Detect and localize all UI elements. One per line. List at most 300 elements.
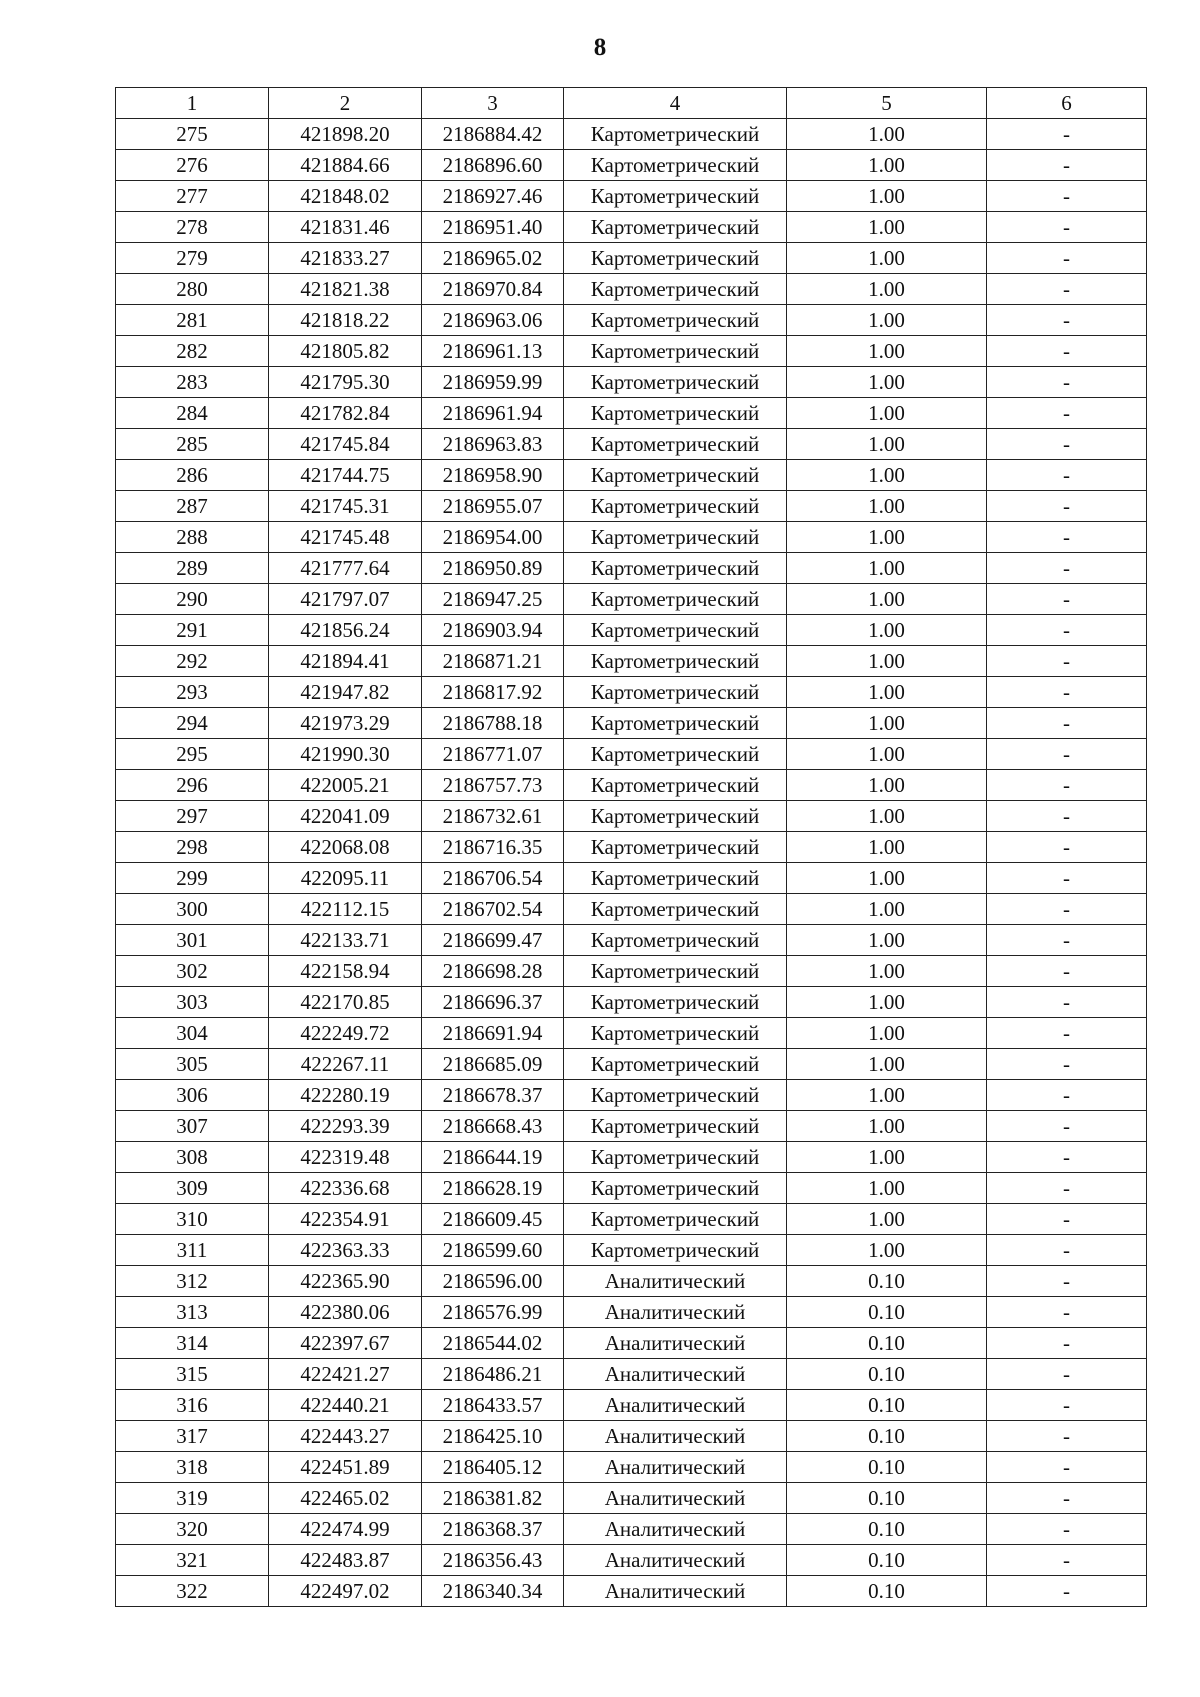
cell-point-number: 298	[116, 832, 269, 863]
table-row	[116, 894, 1147, 925]
cell-y-coordinate: 2186685.09	[422, 1049, 564, 1080]
cell-note: -	[987, 1545, 1147, 1576]
cell-y-coordinate: 2186963.06	[422, 305, 564, 336]
cell-note: -	[987, 863, 1147, 894]
cell-point-number: 308	[116, 1142, 269, 1173]
cell-point-number: 319	[116, 1483, 269, 1514]
cell-note: -	[987, 1266, 1147, 1297]
cell-accuracy: 1.00	[787, 739, 987, 770]
cell-note: -	[987, 150, 1147, 181]
cell-point-number: 313	[116, 1297, 269, 1328]
cell-x-coordinate: 422483.87	[269, 1545, 422, 1576]
cell-point-number: 312	[116, 1266, 269, 1297]
cell-accuracy: 1.00	[787, 336, 987, 367]
cell-y-coordinate: 2186947.25	[422, 584, 564, 615]
cell-x-coordinate: 421821.38	[269, 274, 422, 305]
cell-x-coordinate: 422397.67	[269, 1328, 422, 1359]
cell-accuracy: 1.00	[787, 894, 987, 925]
cell-note: -	[987, 1080, 1147, 1111]
table-row	[116, 212, 1147, 243]
cell-accuracy: 1.00	[787, 181, 987, 212]
cell-y-coordinate: 2186691.94	[422, 1018, 564, 1049]
cell-method: Картометрический	[564, 1142, 787, 1173]
cell-y-coordinate: 2186699.47	[422, 925, 564, 956]
cell-x-coordinate: 422451.89	[269, 1452, 422, 1483]
cell-x-coordinate: 422249.72	[269, 1018, 422, 1049]
table-row	[116, 150, 1147, 181]
cell-point-number: 279	[116, 243, 269, 274]
cell-point-number: 276	[116, 150, 269, 181]
cell-accuracy: 0.10	[787, 1514, 987, 1545]
cell-point-number: 302	[116, 956, 269, 987]
table-row	[116, 987, 1147, 1018]
cell-note: -	[987, 615, 1147, 646]
cell-note: -	[987, 243, 1147, 274]
cell-method: Картометрический	[564, 553, 787, 584]
table-row	[116, 1049, 1147, 1080]
cell-accuracy: 1.00	[787, 708, 987, 739]
cell-x-coordinate: 421833.27	[269, 243, 422, 274]
cell-point-number: 280	[116, 274, 269, 305]
cell-method: Картометрический	[564, 305, 787, 336]
cell-accuracy: 1.00	[787, 956, 987, 987]
cell-x-coordinate: 421805.82	[269, 336, 422, 367]
cell-y-coordinate: 2186950.89	[422, 553, 564, 584]
cell-x-coordinate: 421745.48	[269, 522, 422, 553]
cell-method: Картометрический	[564, 770, 787, 801]
table-row	[116, 398, 1147, 429]
cell-y-coordinate: 2186965.02	[422, 243, 564, 274]
table-row	[116, 1080, 1147, 1111]
cell-accuracy: 1.00	[787, 491, 987, 522]
cell-point-number: 281	[116, 305, 269, 336]
cell-x-coordinate: 421848.02	[269, 181, 422, 212]
cell-accuracy: 1.00	[787, 243, 987, 274]
table-row	[116, 522, 1147, 553]
table-row	[116, 615, 1147, 646]
cell-note: -	[987, 708, 1147, 739]
table-row	[116, 336, 1147, 367]
cell-x-coordinate: 421947.82	[269, 677, 422, 708]
table-row	[116, 832, 1147, 863]
table-row	[116, 491, 1147, 522]
table-row	[116, 1297, 1147, 1328]
cell-accuracy: 1.00	[787, 584, 987, 615]
cell-x-coordinate: 422365.90	[269, 1266, 422, 1297]
cell-note: -	[987, 274, 1147, 305]
cell-point-number: 283	[116, 367, 269, 398]
cell-method: Аналитический	[564, 1545, 787, 1576]
table-row	[116, 925, 1147, 956]
cell-method: Аналитический	[564, 1514, 787, 1545]
cell-point-number: 286	[116, 460, 269, 491]
table-row	[116, 1266, 1147, 1297]
table-row	[116, 770, 1147, 801]
cell-x-coordinate: 421884.66	[269, 150, 422, 181]
cell-method: Картометрический	[564, 119, 787, 150]
cell-x-coordinate: 422421.27	[269, 1359, 422, 1390]
cell-x-coordinate: 421797.07	[269, 584, 422, 615]
cell-point-number: 291	[116, 615, 269, 646]
cell-method: Картометрический	[564, 181, 787, 212]
cell-y-coordinate: 2186958.90	[422, 460, 564, 491]
cell-method: Картометрический	[564, 1111, 787, 1142]
table-row	[116, 181, 1147, 212]
table-row	[116, 1235, 1147, 1266]
table-row	[116, 646, 1147, 677]
cell-accuracy: 1.00	[787, 429, 987, 460]
cell-point-number: 317	[116, 1421, 269, 1452]
cell-note: -	[987, 181, 1147, 212]
cell-method: Аналитический	[564, 1390, 787, 1421]
cell-accuracy: 1.00	[787, 1111, 987, 1142]
cell-x-coordinate: 422293.39	[269, 1111, 422, 1142]
cell-point-number: 321	[116, 1545, 269, 1576]
cell-accuracy: 1.00	[787, 460, 987, 491]
cell-point-number: 285	[116, 429, 269, 460]
cell-point-number: 289	[116, 553, 269, 584]
cell-accuracy: 1.00	[787, 987, 987, 1018]
cell-accuracy: 1.00	[787, 863, 987, 894]
cell-note: -	[987, 646, 1147, 677]
cell-accuracy: 1.00	[787, 615, 987, 646]
cell-y-coordinate: 2186954.00	[422, 522, 564, 553]
cell-note: -	[987, 460, 1147, 491]
cell-point-number: 320	[116, 1514, 269, 1545]
cell-x-coordinate: 421856.24	[269, 615, 422, 646]
cell-point-number: 284	[116, 398, 269, 429]
cell-accuracy: 1.00	[787, 150, 987, 181]
cell-point-number: 315	[116, 1359, 269, 1390]
cell-note: -	[987, 1297, 1147, 1328]
cell-y-coordinate: 2186544.02	[422, 1328, 564, 1359]
table-row	[116, 1390, 1147, 1421]
cell-note: -	[987, 739, 1147, 770]
cell-y-coordinate: 2186896.60	[422, 150, 564, 181]
cell-y-coordinate: 2186884.42	[422, 119, 564, 150]
cell-point-number: 310	[116, 1204, 269, 1235]
cell-point-number: 316	[116, 1390, 269, 1421]
cell-note: -	[987, 212, 1147, 243]
cell-y-coordinate: 2186871.21	[422, 646, 564, 677]
cell-note: -	[987, 987, 1147, 1018]
cell-note: -	[987, 305, 1147, 336]
header-row	[116, 88, 1147, 119]
cell-note: -	[987, 1390, 1147, 1421]
cell-method: Картометрический	[564, 646, 787, 677]
table-row	[116, 801, 1147, 832]
cell-x-coordinate: 422068.08	[269, 832, 422, 863]
cell-y-coordinate: 2186678.37	[422, 1080, 564, 1111]
cell-y-coordinate: 2186955.07	[422, 491, 564, 522]
header-cell-4: 4	[564, 88, 787, 119]
cell-y-coordinate: 2186961.94	[422, 398, 564, 429]
cell-accuracy: 0.10	[787, 1328, 987, 1359]
table-row	[116, 584, 1147, 615]
table-row	[116, 1545, 1147, 1576]
cell-note: -	[987, 398, 1147, 429]
cell-point-number: 277	[116, 181, 269, 212]
cell-method: Картометрический	[564, 801, 787, 832]
cell-point-number: 290	[116, 584, 269, 615]
table-row	[116, 429, 1147, 460]
cell-method: Картометрический	[564, 398, 787, 429]
cell-accuracy: 1.00	[787, 1049, 987, 1080]
cell-note: -	[987, 1111, 1147, 1142]
table-row	[116, 739, 1147, 770]
cell-point-number: 303	[116, 987, 269, 1018]
cell-accuracy: 1.00	[787, 1080, 987, 1111]
cell-point-number: 295	[116, 739, 269, 770]
page-number: 8	[593, 34, 607, 61]
cell-note: -	[987, 429, 1147, 460]
cell-point-number: 293	[116, 677, 269, 708]
cell-point-number: 304	[116, 1018, 269, 1049]
cell-method: Аналитический	[564, 1359, 787, 1390]
cell-point-number: 275	[116, 119, 269, 150]
table-row	[116, 1421, 1147, 1452]
table-row	[116, 1576, 1147, 1607]
cell-point-number: 311	[116, 1235, 269, 1266]
cell-y-coordinate: 2186405.12	[422, 1452, 564, 1483]
cell-note: -	[987, 1514, 1147, 1545]
cell-y-coordinate: 2186959.99	[422, 367, 564, 398]
cell-note: -	[987, 491, 1147, 522]
cell-x-coordinate: 422005.21	[269, 770, 422, 801]
cell-x-coordinate: 422443.27	[269, 1421, 422, 1452]
cell-point-number: 278	[116, 212, 269, 243]
cell-method: Аналитический	[564, 1266, 787, 1297]
cell-note: -	[987, 1452, 1147, 1483]
cell-y-coordinate: 2186381.82	[422, 1483, 564, 1514]
cell-method: Картометрический	[564, 1049, 787, 1080]
cell-method: Аналитический	[564, 1576, 787, 1607]
cell-y-coordinate: 2186706.54	[422, 863, 564, 894]
table-row	[116, 1173, 1147, 1204]
table-row	[116, 274, 1147, 305]
cell-point-number: 314	[116, 1328, 269, 1359]
cell-accuracy: 1.00	[787, 1235, 987, 1266]
cell-x-coordinate: 421777.64	[269, 553, 422, 584]
cell-accuracy: 0.10	[787, 1576, 987, 1607]
cell-note: -	[987, 336, 1147, 367]
cell-method: Картометрический	[564, 894, 787, 925]
cell-method: Картометрический	[564, 615, 787, 646]
cell-note: -	[987, 1483, 1147, 1514]
cell-point-number: 299	[116, 863, 269, 894]
cell-x-coordinate: 421894.41	[269, 646, 422, 677]
cell-accuracy: 1.00	[787, 1142, 987, 1173]
cell-accuracy: 1.00	[787, 832, 987, 863]
cell-accuracy: 0.10	[787, 1483, 987, 1514]
cell-method: Аналитический	[564, 1421, 787, 1452]
cell-y-coordinate: 2186817.92	[422, 677, 564, 708]
cell-note: -	[987, 522, 1147, 553]
table-row	[116, 1204, 1147, 1235]
header-cell-3: 3	[422, 88, 564, 119]
cell-point-number: 306	[116, 1080, 269, 1111]
table-row	[116, 553, 1147, 584]
cell-point-number: 292	[116, 646, 269, 677]
cell-x-coordinate: 422158.94	[269, 956, 422, 987]
cell-x-coordinate: 422041.09	[269, 801, 422, 832]
cell-note: -	[987, 832, 1147, 863]
cell-y-coordinate: 2186599.60	[422, 1235, 564, 1266]
table-row	[116, 1483, 1147, 1514]
cell-method: Картометрический	[564, 150, 787, 181]
cell-x-coordinate: 421745.84	[269, 429, 422, 460]
cell-method: Картометрический	[564, 1080, 787, 1111]
cell-y-coordinate: 2186596.00	[422, 1266, 564, 1297]
table-body	[116, 119, 1147, 1607]
cell-y-coordinate: 2186961.13	[422, 336, 564, 367]
cell-accuracy: 1.00	[787, 1204, 987, 1235]
cell-point-number: 282	[116, 336, 269, 367]
cell-note: -	[987, 894, 1147, 925]
header-cell-5: 5	[787, 88, 987, 119]
cell-note: -	[987, 1018, 1147, 1049]
cell-x-coordinate: 422112.15	[269, 894, 422, 925]
cell-point-number: 300	[116, 894, 269, 925]
cell-note: -	[987, 677, 1147, 708]
header-cell-6: 6	[987, 88, 1147, 119]
cell-method: Аналитический	[564, 1452, 787, 1483]
cell-x-coordinate: 422133.71	[269, 925, 422, 956]
cell-method: Картометрический	[564, 429, 787, 460]
cell-x-coordinate: 422440.21	[269, 1390, 422, 1421]
cell-note: -	[987, 1328, 1147, 1359]
cell-accuracy: 0.10	[787, 1390, 987, 1421]
cell-y-coordinate: 2186628.19	[422, 1173, 564, 1204]
cell-point-number: 301	[116, 925, 269, 956]
table-row	[116, 305, 1147, 336]
cell-y-coordinate: 2186927.46	[422, 181, 564, 212]
cell-point-number: 318	[116, 1452, 269, 1483]
cell-point-number: 322	[116, 1576, 269, 1607]
cell-method: Картометрический	[564, 677, 787, 708]
table-row	[116, 956, 1147, 987]
table-row	[116, 1018, 1147, 1049]
cell-x-coordinate: 421744.75	[269, 460, 422, 491]
cell-y-coordinate: 2186716.35	[422, 832, 564, 863]
cell-method: Картометрический	[564, 956, 787, 987]
cell-x-coordinate: 421818.22	[269, 305, 422, 336]
cell-x-coordinate: 421990.30	[269, 739, 422, 770]
cell-method: Картометрический	[564, 739, 787, 770]
cell-point-number: 288	[116, 522, 269, 553]
table-row	[116, 1359, 1147, 1390]
cell-accuracy: 0.10	[787, 1297, 987, 1328]
cell-y-coordinate: 2186970.84	[422, 274, 564, 305]
cell-method: Аналитический	[564, 1297, 787, 1328]
cell-x-coordinate: 422363.33	[269, 1235, 422, 1266]
cell-x-coordinate: 422474.99	[269, 1514, 422, 1545]
cell-method: Аналитический	[564, 1328, 787, 1359]
cell-x-coordinate: 422354.91	[269, 1204, 422, 1235]
cell-y-coordinate: 2186668.43	[422, 1111, 564, 1142]
cell-note: -	[987, 1235, 1147, 1266]
cell-accuracy: 1.00	[787, 1173, 987, 1204]
cell-method: Картометрический	[564, 491, 787, 522]
cell-y-coordinate: 2186698.28	[422, 956, 564, 987]
cell-method: Картометрический	[564, 832, 787, 863]
cell-note: -	[987, 367, 1147, 398]
cell-method: Картометрический	[564, 243, 787, 274]
cell-y-coordinate: 2186696.37	[422, 987, 564, 1018]
cell-accuracy: 1.00	[787, 646, 987, 677]
cell-y-coordinate: 2186702.54	[422, 894, 564, 925]
cell-y-coordinate: 2186356.43	[422, 1545, 564, 1576]
coordinates-table	[115, 87, 1147, 1607]
cell-y-coordinate: 2186644.19	[422, 1142, 564, 1173]
cell-y-coordinate: 2186757.73	[422, 770, 564, 801]
table-row	[116, 1514, 1147, 1545]
cell-method: Аналитический	[564, 1483, 787, 1514]
cell-x-coordinate: 422336.68	[269, 1173, 422, 1204]
cell-y-coordinate: 2186340.34	[422, 1576, 564, 1607]
cell-point-number: 296	[116, 770, 269, 801]
table-row	[116, 1328, 1147, 1359]
cell-y-coordinate: 2186433.57	[422, 1390, 564, 1421]
cell-method: Картометрический	[564, 1173, 787, 1204]
cell-method: Картометрический	[564, 212, 787, 243]
cell-accuracy: 1.00	[787, 677, 987, 708]
cell-y-coordinate: 2186732.61	[422, 801, 564, 832]
cell-note: -	[987, 1173, 1147, 1204]
cell-accuracy: 0.10	[787, 1545, 987, 1576]
cell-x-coordinate: 421898.20	[269, 119, 422, 150]
table-row	[116, 1111, 1147, 1142]
table-row	[116, 460, 1147, 491]
cell-y-coordinate: 2186903.94	[422, 615, 564, 646]
cell-point-number: 307	[116, 1111, 269, 1142]
table-row	[116, 367, 1147, 398]
cell-note: -	[987, 584, 1147, 615]
cell-y-coordinate: 2186368.37	[422, 1514, 564, 1545]
cell-method: Картометрический	[564, 584, 787, 615]
cell-method: Картометрический	[564, 274, 787, 305]
cell-point-number: 309	[116, 1173, 269, 1204]
cell-accuracy: 0.10	[787, 1421, 987, 1452]
cell-method: Картометрический	[564, 925, 787, 956]
cell-accuracy: 1.00	[787, 770, 987, 801]
cell-x-coordinate: 422319.48	[269, 1142, 422, 1173]
table-row	[116, 119, 1147, 150]
table-header	[116, 88, 1147, 119]
cell-accuracy: 1.00	[787, 274, 987, 305]
cell-y-coordinate: 2186486.21	[422, 1359, 564, 1390]
cell-note: -	[987, 770, 1147, 801]
cell-x-coordinate: 422095.11	[269, 863, 422, 894]
table-row	[116, 1142, 1147, 1173]
table-row	[116, 863, 1147, 894]
cell-note: -	[987, 925, 1147, 956]
table-row	[116, 677, 1147, 708]
cell-x-coordinate: 422267.11	[269, 1049, 422, 1080]
cell-point-number: 297	[116, 801, 269, 832]
cell-note: -	[987, 1204, 1147, 1235]
cell-x-coordinate: 422170.85	[269, 987, 422, 1018]
cell-accuracy: 1.00	[787, 801, 987, 832]
cell-y-coordinate: 2186788.18	[422, 708, 564, 739]
cell-x-coordinate: 421745.31	[269, 491, 422, 522]
header-cell-1: 1	[116, 88, 269, 119]
cell-method: Картометрический	[564, 1204, 787, 1235]
cell-note: -	[987, 1142, 1147, 1173]
cell-accuracy: 1.00	[787, 367, 987, 398]
cell-method: Картометрический	[564, 460, 787, 491]
cell-x-coordinate: 422465.02	[269, 1483, 422, 1514]
